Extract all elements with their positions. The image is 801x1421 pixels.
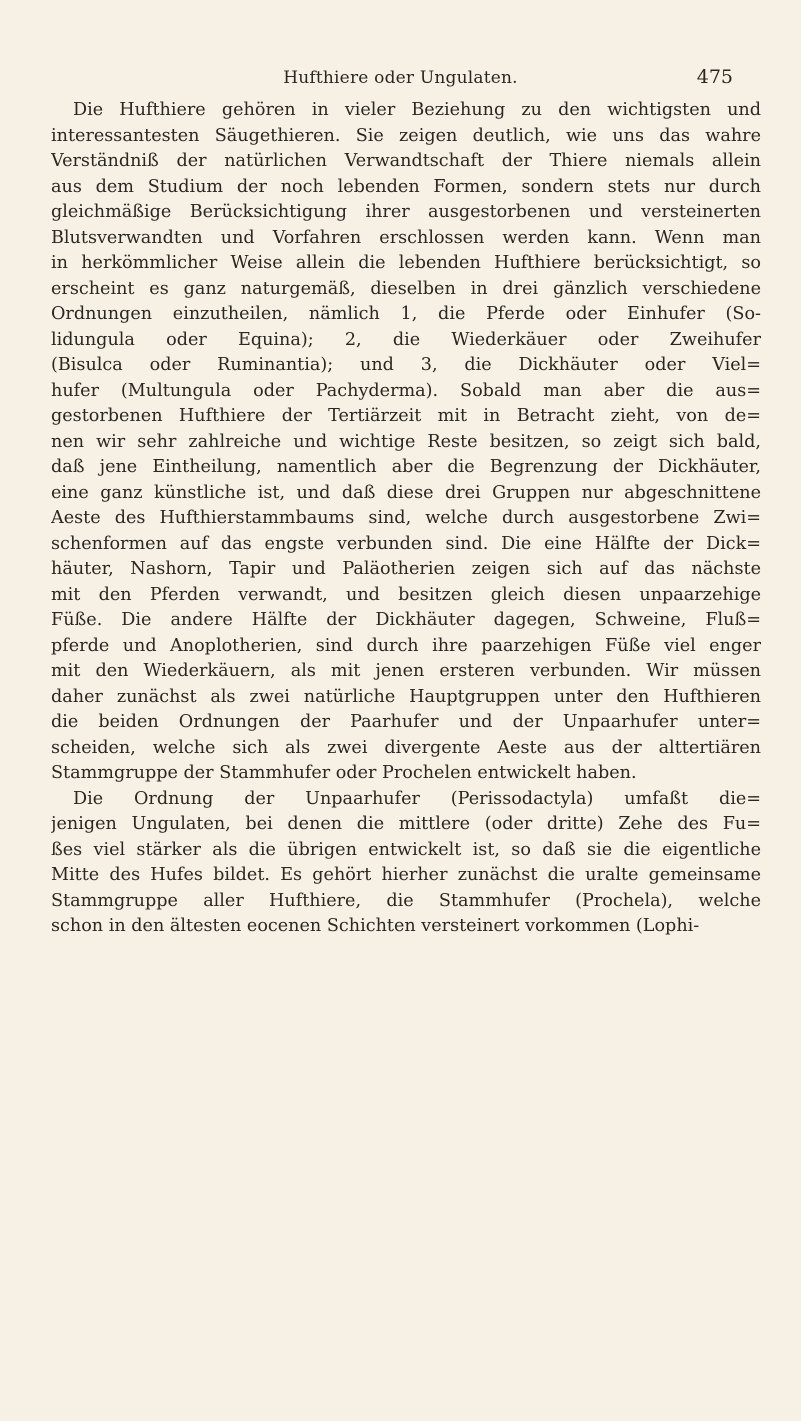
text-line: scheiden, welche sich als zwei divergente Aeste aus der alttertiären xyxy=(51,737,761,758)
text-line: Aeste des Hufthierstammbaums sind, welche durch ausgestorbene Zwi= xyxy=(51,508,761,528)
text-line: interessantesten Säugethieren. Sie zeigen deutlich, wie uns das wahre xyxy=(51,125,761,146)
text-line: gleichmäßige Berücksichtigung ihrer ausgestorbenen und versteinerten xyxy=(51,202,761,222)
text-line: pferde und Anoplotherien, sind durch ihre paarzehigen Füße viel enger xyxy=(51,635,761,656)
text-line: Die Hufthiere gehören in vieler Beziehung zu den wichtigsten und xyxy=(73,100,761,120)
text-line: schenformen auf das engste verbunden sind. Die eine Hälfte der Dick= xyxy=(51,533,761,554)
text-line: in herkömmlicher Weise allein die lebenden Hufthiere berücksichtigt, so xyxy=(51,253,761,273)
text-line: Stammgruppe der Stammhufer oder Prochelen entwickelt haben. xyxy=(51,763,637,783)
page-number: 475 xyxy=(696,66,733,88)
text-line: mit den Pferden verwandt, und besitzen gleich diesen unpaarzehige xyxy=(51,584,761,605)
text-line: häuter, Nashorn, Tapir und Paläotherien zeigen sich auf das nächste xyxy=(51,559,761,579)
text-line: lidungula oder Equina); 2, die Wiederkäuer oder Zweihufer xyxy=(51,329,761,350)
text-line: hufer (Multungula oder Pachyderma). Sobald man aber die aus= xyxy=(51,380,761,401)
text-line: mit den Wiederkäuern, als mit jenen ersteren verbunden. Wir müssen xyxy=(51,661,761,681)
text-line: jenigen Ungulaten, bei denen die mittlere (oder dritte) Zehe des Fu= xyxy=(51,814,761,834)
text-line: ßes viel stärker als die übrigen entwickelt ist, so daß sie die eigentliche xyxy=(51,839,761,860)
text-line: daß jene Eintheilung, namentlich aber die Begrenzung der Dickhäuter, xyxy=(51,457,761,477)
running-head xyxy=(40,60,761,90)
text-line: schon in den ältesten eocenen Schichten versteinert vorkommen (Lophi- xyxy=(51,916,700,936)
running-title: Hufthiere oder Ungulaten. xyxy=(283,68,518,88)
text-line: Ordnungen einzutheilen, nämlich 1, die Pferde oder Einhufer (So- xyxy=(51,304,761,324)
text-line: Stammgruppe aller Hufthiere, die Stammhufer (Prochela), welche xyxy=(51,890,761,911)
text-line: Füße. Die andere Hälfte der Dickhäuter dagegen, Schweine, Fluß= xyxy=(51,610,761,630)
text-line: Verständniß der natürlichen Verwandtschaft der Thiere niemals allein xyxy=(51,151,761,171)
text-line: erscheint es ganz naturgemäß, dieselben in drei gänzlich verschiedene xyxy=(51,278,761,299)
text-line: nen wir sehr zahlreiche und wichtige Reste besitzen, so zeigt sich bald, xyxy=(51,431,761,452)
text-line: die beiden Ordnungen der Paarhufer und der Unpaarhufer unter= xyxy=(51,712,761,732)
text-line: Mitte des Hufes bildet. Es gehört hierher zunächst die uralte gemeinsame xyxy=(51,865,761,885)
text-line: gestorbenen Hufthiere der Tertiärzeit mit in Betracht zieht, von de= xyxy=(51,406,761,426)
text-line: (Bisulca oder Ruminantia); und 3, die Dickhäuter oder Viel= xyxy=(51,355,761,375)
text-line: daher zunächst als zwei natürliche Hauptgruppen unter den Hufthieren xyxy=(51,686,761,707)
text-line: aus dem Studium der noch lebenden Formen, sondern stets nur durch xyxy=(51,176,761,197)
text-line: Die Ordnung der Unpaarhufer (Perissodactyla) umfaßt die= xyxy=(73,788,761,809)
body-text xyxy=(51,98,761,940)
text-line: eine ganz künstliche ist, und daß diese drei Gruppen nur abgeschnittene xyxy=(51,482,761,503)
text-line: Blutsverwandten und Vorfahren erschlossen werden kann. Wenn man xyxy=(51,227,761,248)
